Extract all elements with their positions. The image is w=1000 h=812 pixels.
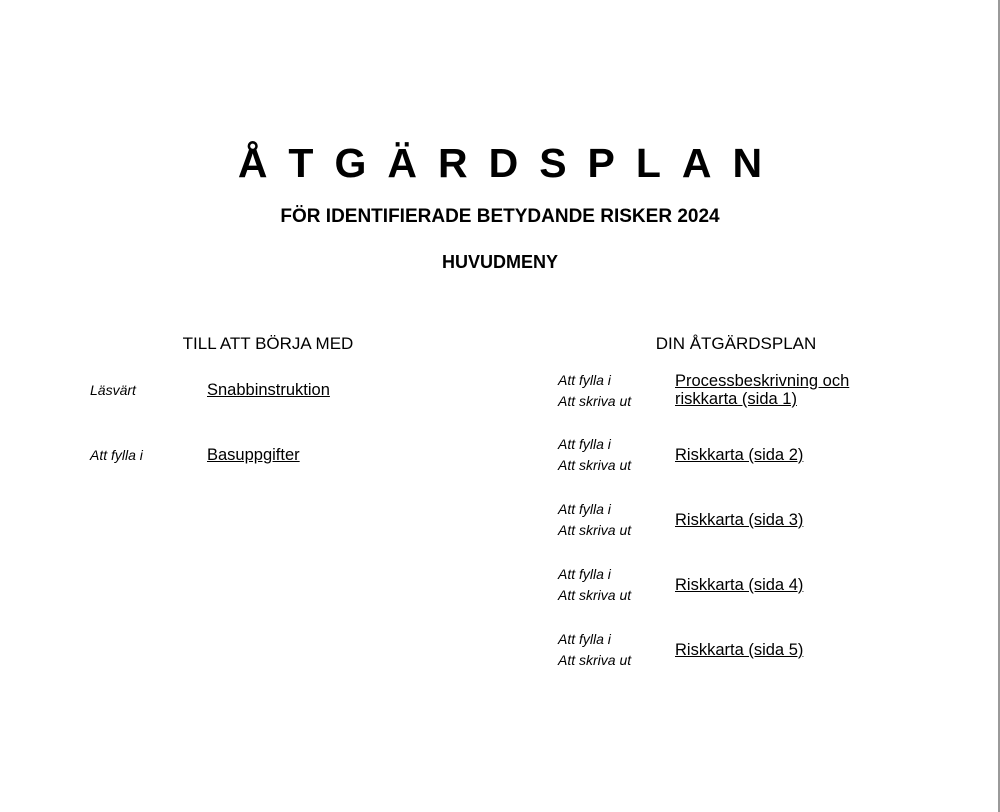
item-label (558, 499, 631, 541)
label-fill: Att fylla i (558, 631, 611, 647)
item-label (558, 564, 631, 606)
item-label (558, 629, 631, 671)
link-processbeskrivning[interactable] (675, 372, 849, 408)
page-subtitle: FÖR IDENTIFIERADE BETYDANDE RISKER 2024 (280, 206, 720, 227)
label-print: Att skriva ut (558, 457, 632, 473)
link-riskkarta-2[interactable]: Riskkarta (sida 2) (675, 446, 804, 464)
link-snabbinstruktion[interactable]: Snabbinstruktion (207, 381, 330, 399)
item-label (558, 434, 631, 476)
link-line[interactable]: Processbeskrivning och (675, 372, 850, 390)
link-riskkarta-3[interactable]: Riskkarta (sida 3) (675, 511, 804, 529)
label-print: Att skriva ut (558, 652, 632, 668)
left-section-header: TILL ATT BÖRJA MED (182, 334, 354, 353)
page-title: ÅTGÄRDSPLAN (237, 140, 784, 186)
right-section-header: DIN ÅTGÄRDSPLAN (655, 334, 817, 353)
link-basuppgifter[interactable]: Basuppgifter (207, 446, 300, 464)
label-fill: Att fylla i (558, 372, 611, 388)
item-label: Läsvärt (90, 382, 136, 398)
label-fill: Att fylla i (558, 501, 611, 517)
label-print: Att skriva ut (558, 393, 632, 409)
label-fill: Att fylla i (558, 436, 611, 452)
item-label (558, 370, 631, 412)
link-riskkarta-4[interactable]: Riskkarta (sida 4) (675, 576, 804, 594)
item-label: Att fylla i (90, 447, 143, 463)
label-print: Att skriva ut (558, 522, 632, 538)
link-riskkarta-5[interactable]: Riskkarta (sida 5) (675, 641, 804, 659)
label-print: Att skriva ut (558, 587, 632, 603)
menu-title: HUVUDMENY (441, 252, 558, 272)
label-fill: Att fylla i (558, 566, 611, 582)
link-line[interactable]: riskkarta (sida 1) (675, 390, 797, 408)
